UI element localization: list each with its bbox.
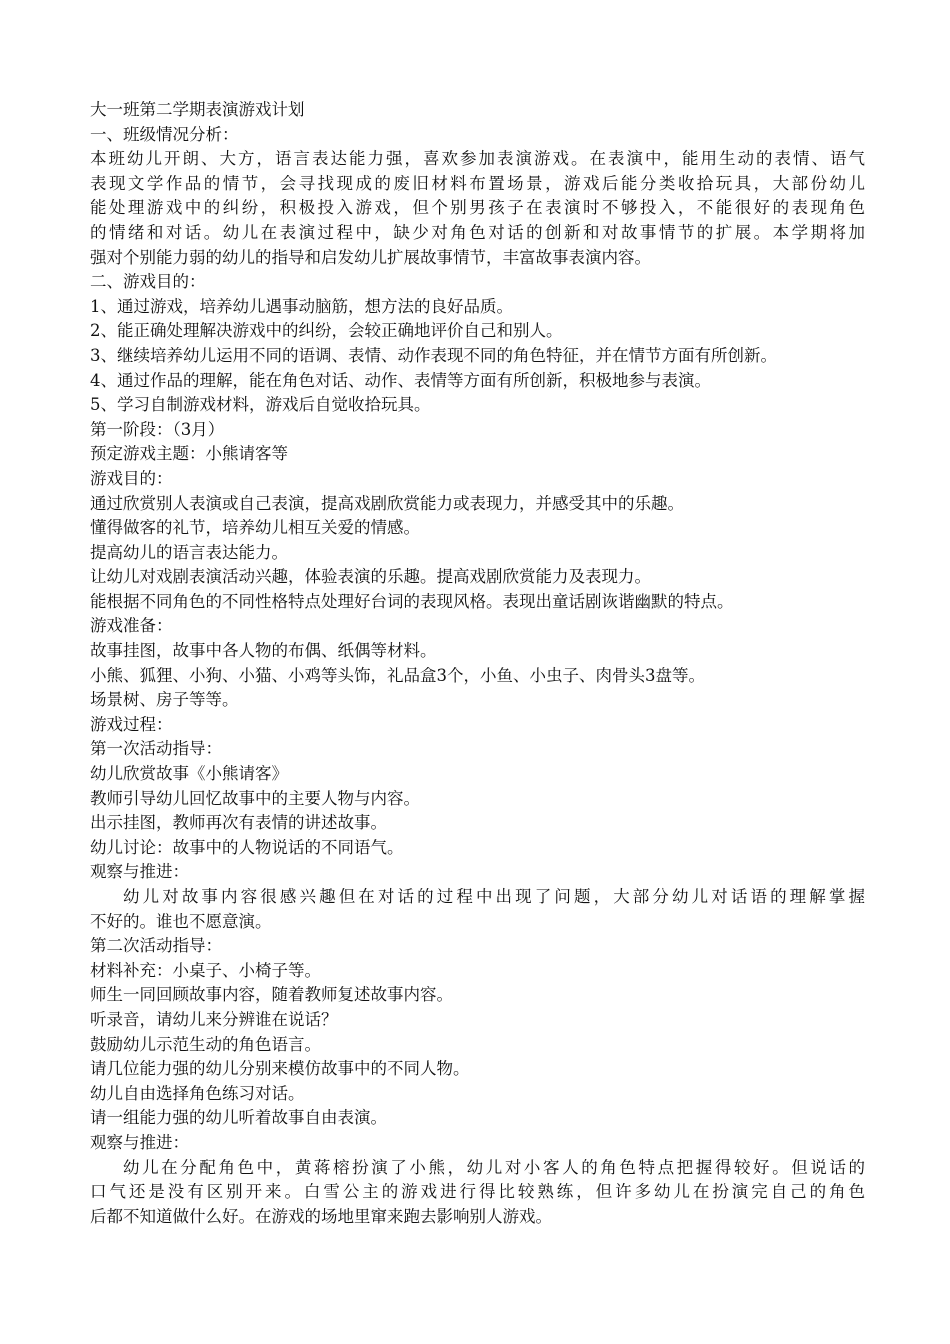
activity-2-item: 请几位能力强的幼儿分别来模仿故事中的不同人物。 xyxy=(90,1059,470,1079)
activity-2-item: 师生一同回顾故事内容，随着教师复述故事内容。 xyxy=(90,985,453,1005)
goal-item: 懂得做客的礼节，培养幼儿相互关爱的情感。 xyxy=(90,518,420,538)
observation-1-line: 幼儿对故事内容很感兴趣但在对话的过程中出现了问题，大部分幼儿对话语的理解掌握 xyxy=(123,887,865,906)
s1-line: 的情绪和对话。幼儿在表演过程中，缺少对角色对话的创新和对故事情节的扩展。本学期将加 xyxy=(90,222,865,242)
activity-2-item: 材料补充：小桌子、小椅子等。 xyxy=(90,960,321,980)
observation-2-line: 后都不知道做什么好。在游戏的场地里窜来跑去影响别人游戏。 xyxy=(90,1206,552,1226)
s2-item: 3、继续培养幼儿运用不同的语调、表情、动作表现不同的角色特征，并在情节方面有所创新。 xyxy=(90,345,777,365)
activity-1-item: 幼儿讨论：故事中的人物说话的不同语气。 xyxy=(90,837,404,857)
activity-1-item: 教师引导幼儿回忆故事中的主要人物与内容。 xyxy=(90,788,420,808)
goal-item: 能根据不同角色的不同性格特点处理好台词的表现风格。表现出童话剧诙谐幽默的特点。 xyxy=(90,591,734,611)
section-1-heading: 一、班级情况分析： xyxy=(90,124,239,144)
observation-1-line: 不好的。谁也不愿意演。 xyxy=(90,911,272,931)
observation-2-line: 口气还是没有区别开来。白雪公主的游戏进行得比较熟练，但许多幼儿在扮演完自己的角色 xyxy=(90,1182,865,1202)
goal-item: 提高幼儿的语言表达能力。 xyxy=(90,542,288,562)
process-heading: 游戏过程： xyxy=(90,714,173,734)
document-title: 大一班第二学期表演游戏计划 xyxy=(90,100,305,119)
document-page xyxy=(90,98,865,1229)
s2-item: 4、通过作品的理解，能在角色对话、动作、表情等方面有所创新，积极地参与表演。 xyxy=(90,370,711,390)
activity-2-item: 幼儿自由选择角色练习对话。 xyxy=(90,1083,305,1103)
activity-2-item: 鼓励幼儿示范生动的角色语言。 xyxy=(90,1034,321,1054)
goal-heading: 游戏目的： xyxy=(90,468,173,488)
activity-2-item: 请一组能力强的幼儿听着故事自由表演。 xyxy=(90,1108,387,1128)
s2-item: 2、能正确处理解决游戏中的纠纷，会较正确地评价自己和别人。 xyxy=(90,321,563,341)
prep-heading: 游戏准备： xyxy=(90,616,173,636)
prep-item: 故事挂图，故事中各人物的布偶、纸偶等材料。 xyxy=(90,641,437,661)
observation-2-line: 幼儿在分配角色中，黄蒋榕扮演了小熊，幼儿对小客人的角色特点把握得较好。但说话的 xyxy=(123,1157,865,1177)
activity-1-item: 出示挂图，教师再次有表情的讲述故事。 xyxy=(90,813,387,833)
observation-2-heading: 观察与推进： xyxy=(90,1132,189,1152)
goal-item: 让幼儿对戏剧表演活动兴趣，体验表演的乐趣。提高戏剧欣赏能力及表现力。 xyxy=(90,567,651,587)
activity-2-heading: 第二次活动指导： xyxy=(90,936,222,956)
observation-1-heading: 观察与推进： xyxy=(90,862,189,882)
s1-line: 表现文学作品的情节，会寻找现成的废旧材料布置场景，游戏后能分类收拾玩具，大部份幼儿 xyxy=(90,173,865,193)
prep-item: 场景树、房子等等。 xyxy=(90,690,239,710)
s1-line: 本班幼儿开朗、大方，语言表达能力强，喜欢参加表演游戏。在表演中，能用生动的表情、语气 xyxy=(90,149,865,169)
activity-2-item: 听录音，请幼儿来分辨谁在说话？ xyxy=(90,1009,338,1029)
activity-1-item: 幼儿欣赏故事《小熊请客》 xyxy=(90,764,288,784)
activity-1-heading: 第一次活动指导： xyxy=(90,739,222,759)
s1-line: 能处理游戏中的纠纷，积极投入游戏，但个别男孩子在表演时不够投入，不能很好的表现角色 xyxy=(90,198,865,218)
goal-item: 通过欣赏别人表演或自己表演，提高戏剧欣赏能力或表现力，并感受其中的乐趣。 xyxy=(90,493,684,513)
s2-item: 5、学习自制游戏材料，游戏后自觉收拾玩具。 xyxy=(90,395,431,415)
s2-item: 1、通过游戏，培养幼儿遇事动脑筋，想方法的良好品质。 xyxy=(90,296,513,316)
section-2-heading: 二、游戏目的： xyxy=(90,272,206,292)
prep-item: 小熊、狐狸、小狗、小猫、小鸡等头饰，礼品盒3个，小鱼、小虫子、肉骨头3盘等。 xyxy=(90,665,705,685)
game-theme: 预定游戏主题：小熊请客等 xyxy=(90,444,288,464)
s1-line: 强对个别能力弱的幼儿的指导和启发幼儿扩展故事情节，丰富故事表演内容。 xyxy=(90,247,651,267)
stage-1-heading: 第一阶段：（3月） xyxy=(90,419,225,439)
